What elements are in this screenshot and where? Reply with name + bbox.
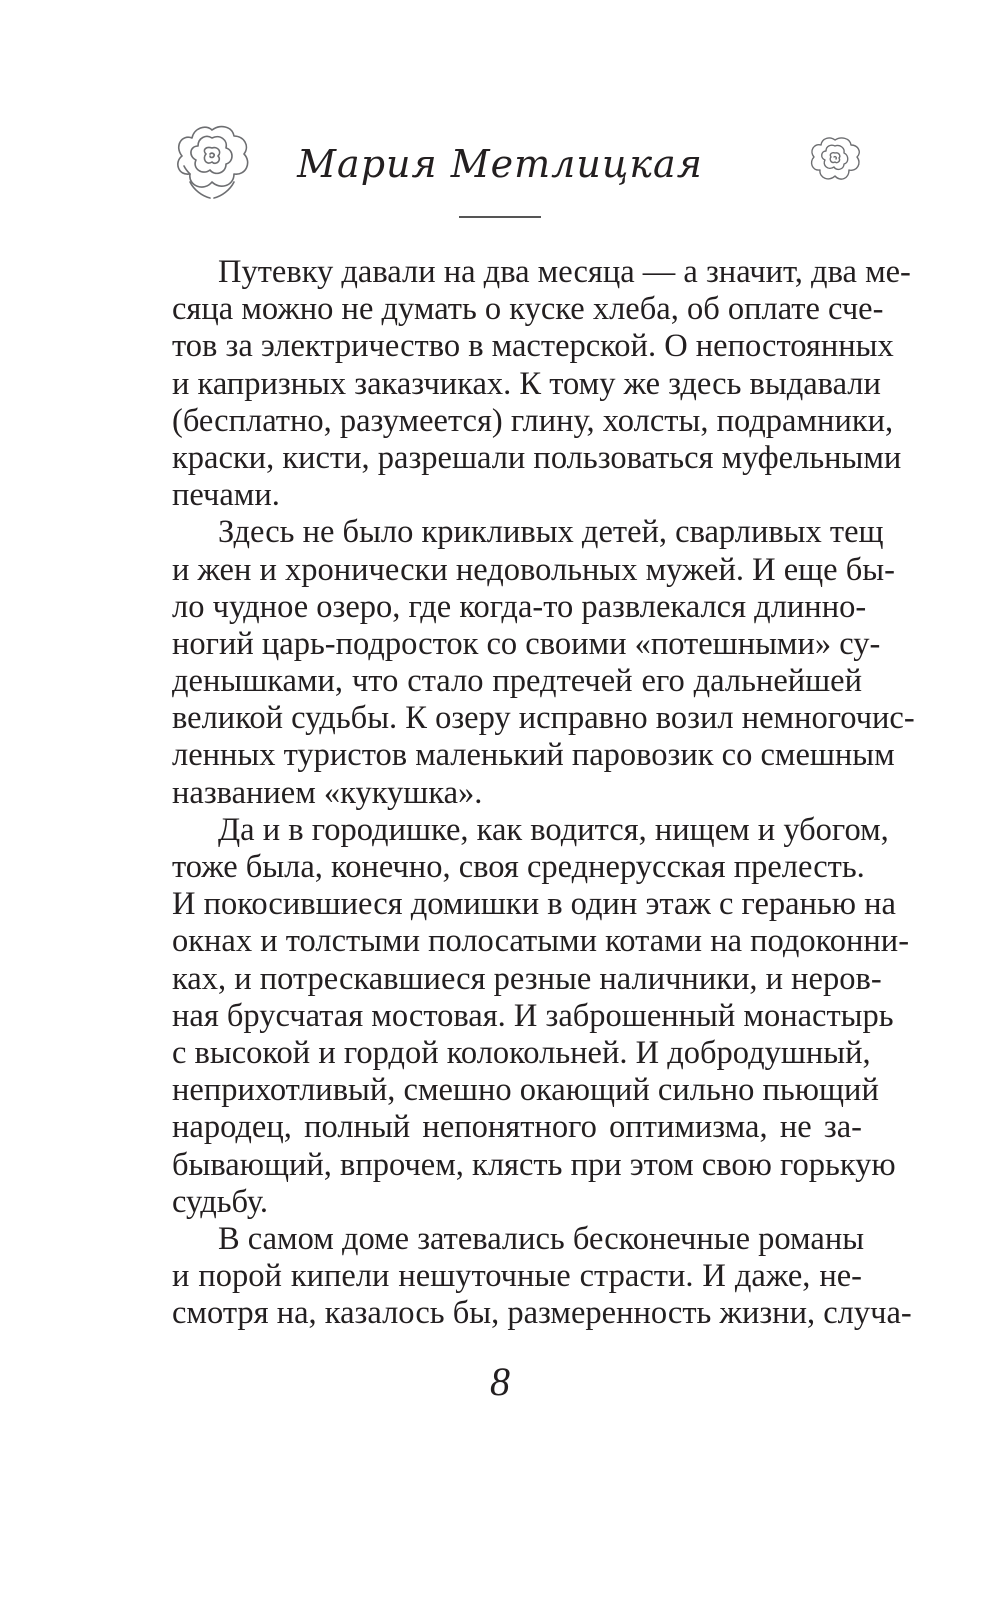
text-line: печами. bbox=[172, 477, 280, 514]
text-line: И покосившиеся домишки в один этаж с геранью на bbox=[172, 886, 896, 923]
text-line: бывающий, впрочем, клясть при этом свою горькую bbox=[172, 1146, 896, 1183]
page-number: 8 bbox=[490, 1359, 510, 1404]
text-line: (бесплатно, разумеется) глину, холсты, подрамники, bbox=[172, 402, 894, 439]
text-line: и порой кипели нешуточные страсти. И даже, не- bbox=[172, 1258, 862, 1295]
paragraph bbox=[172, 254, 911, 514]
text-line: ногий царь-подросток со своими «потешными» су- bbox=[172, 625, 881, 662]
text-line: окнах и толстыми полосатыми котами на подоконни- bbox=[172, 923, 910, 960]
text-line: тов за электричество в мастерской. О непостоянных bbox=[172, 328, 894, 365]
paragraph bbox=[172, 514, 915, 812]
text-line: краски, кисти, разрешали пользоваться муфельными bbox=[172, 439, 902, 476]
text-line: судьбу. bbox=[172, 1183, 268, 1220]
text-line: тоже была, конечно, своя среднерусская прелесть. bbox=[172, 849, 865, 885]
text-line: денышками, что стало предтечей его дальнейшей bbox=[172, 663, 862, 700]
paragraph bbox=[172, 811, 910, 1221]
text-line: сяца можно не думать о куске хлеба, об оплате сче- bbox=[172, 291, 884, 328]
text-line: неприхотливый, смешно окающий сильно пьющий bbox=[172, 1072, 879, 1109]
text-line: и капризных заказчиках. К тому же здесь выдавали bbox=[172, 365, 881, 402]
body-text bbox=[172, 254, 915, 1332]
text-line: ленных туристов маленький паровозик со смешным bbox=[172, 737, 895, 774]
text-line: и жен и хронически недовольных мужей. И еще бы- bbox=[172, 551, 895, 588]
text-line: великой судьбы. К озеру исправно возил немногочис- bbox=[172, 700, 915, 737]
text-line: ло чудное озеро, где когда-то развлекался длинно- bbox=[172, 588, 867, 625]
text-line: ная брусчатая мостовая. И заброшенный монастырь bbox=[172, 997, 894, 1034]
text-line: названием «кукушка». bbox=[172, 774, 483, 811]
rose-ornament-icon bbox=[808, 134, 862, 186]
text-line: Здесь не было крикливых детей, сварливых тещ bbox=[218, 514, 884, 551]
text-line: смотря на, казалось бы, размеренность жизни, случа- bbox=[172, 1295, 912, 1332]
text-line: с высокой и гордой колокольней. И добродушный, bbox=[172, 1034, 871, 1071]
text-line: народец, полный непонятного оптимизма, не за- bbox=[172, 1109, 862, 1146]
text-line: Да и в городишке, как водится, нищем и убогом, bbox=[218, 811, 889, 848]
header-divider bbox=[459, 216, 541, 218]
text-line: ках, и потрескавшиеся резные наличники, и неров- bbox=[172, 960, 882, 997]
page-header-author: Мария Метлицкая bbox=[297, 142, 703, 186]
paragraph bbox=[172, 1220, 912, 1333]
text-line: В самом доме затевались бесконечные романы bbox=[218, 1220, 865, 1257]
text-line: Путевку давали на два месяца — а значит, два ме- bbox=[218, 254, 911, 290]
